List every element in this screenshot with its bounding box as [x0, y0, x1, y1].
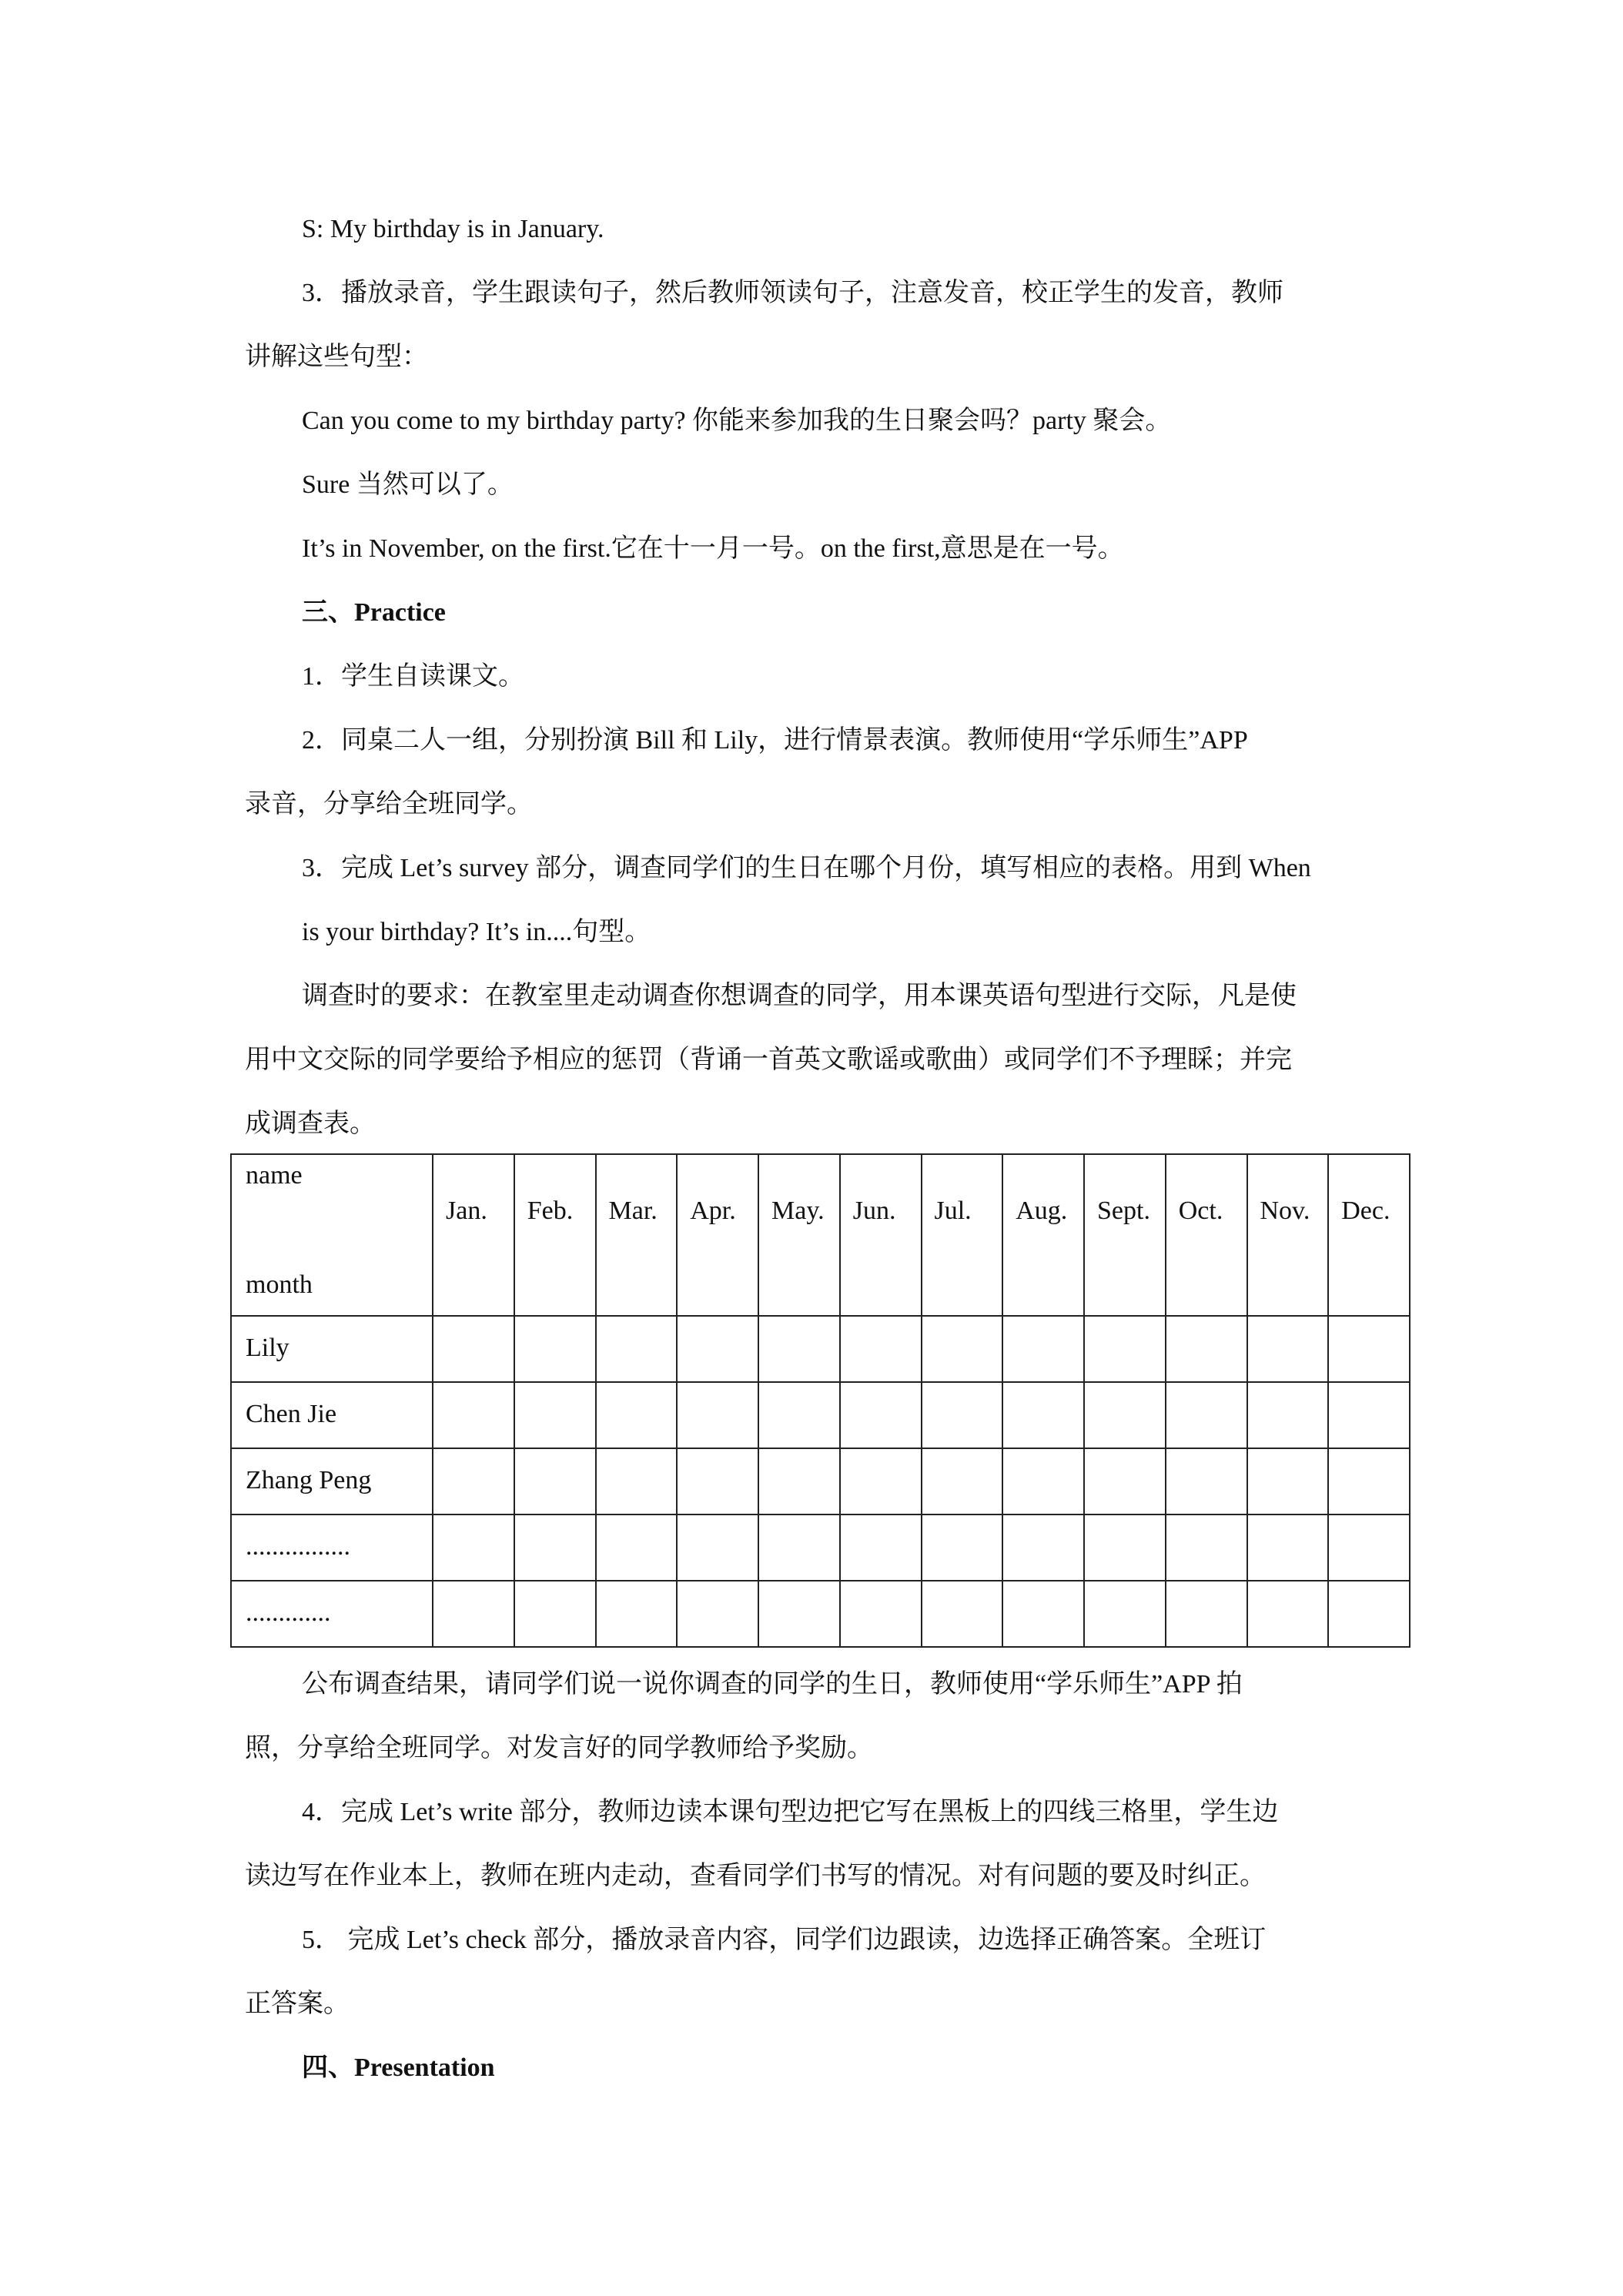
blank-cell	[596, 1514, 678, 1581]
blank-cell	[1247, 1316, 1329, 1382]
blank-cell	[514, 1514, 596, 1581]
paragraph-survey-results: 公布调查结果，请同学们说一说你调查的同学的生日，教师使用“学乐师生”APP 拍	[302, 1670, 1243, 1699]
blank-cell	[758, 1514, 840, 1581]
blank-cell	[677, 1581, 758, 1647]
blank-cell	[922, 1581, 1003, 1647]
table-row	[231, 1448, 1410, 1514]
blank-cell	[1328, 1448, 1410, 1514]
blank-cell	[840, 1316, 922, 1382]
table-header-row	[231, 1154, 1410, 1316]
blank-cell	[433, 1514, 514, 1581]
blank-cell	[922, 1316, 1003, 1382]
month-header: Sept.	[1084, 1154, 1166, 1316]
blank-cell	[1002, 1316, 1084, 1382]
month-header: Dec.	[1328, 1154, 1410, 1316]
blank-cell	[1166, 1316, 1247, 1382]
blank-cell	[1247, 1514, 1329, 1581]
paragraph-practice-1: 1．学生自读课文。	[302, 662, 524, 691]
blank-cell	[758, 1382, 840, 1448]
month-header: Nov.	[1247, 1154, 1329, 1316]
paragraph-sentence-party: Can you come to my birthday party? 你能来参加我的生日聚会吗？party 聚会。	[302, 407, 1172, 435]
month-header: May.	[758, 1154, 840, 1316]
blank-cell	[1084, 1514, 1166, 1581]
blank-cell	[596, 1316, 678, 1382]
blank-cell	[1084, 1581, 1166, 1647]
paragraph-practice-5: 5． 完成 Let’s check 部分，播放录音内容，同学们边跟读，边选择正确答案。全班订	[302, 1926, 1267, 1954]
row-name-cell: Chen Jie	[231, 1382, 433, 1448]
blank-cell	[1328, 1382, 1410, 1448]
blank-cell	[1084, 1316, 1166, 1382]
blank-cell	[1084, 1382, 1166, 1448]
paragraph-survey-requirements: 调查时的要求：在教室里走动调查你想调查的同学，用本课英语句型进行交际，凡是使	[302, 982, 1297, 1010]
section-heading-practice: 三、Practice	[302, 598, 446, 627]
blank-cell	[1328, 1581, 1410, 1647]
blank-cell	[1002, 1581, 1084, 1647]
paragraph-practice-4-cont: 读边写在作业本上，教师在班内走动，查看同学们书写的情况。对有问题的要及时纠正。	[245, 1862, 1266, 1890]
paragraph-practice-4: 4．完成 Let’s write 部分，教师边读本课句型边把它写在黑板上的四线三格里，学生边	[302, 1798, 1279, 1826]
blank-cell	[514, 1448, 596, 1514]
blank-cell	[1166, 1581, 1247, 1647]
paragraph-survey-requirements-end: 成调查表。	[245, 1110, 376, 1138]
month-header: Mar.	[596, 1154, 678, 1316]
paragraph-step-3-cont: 讲解这些句型：	[245, 343, 428, 371]
blank-cell	[1002, 1448, 1084, 1514]
paragraph-practice-3: 3．完成 Let’s survey 部分，调查同学们的生日在哪个月份，填写相应的表格。用到 When	[302, 854, 1311, 882]
paragraph-step-3: 3．播放录音，学生跟读句子，然后教师领读句子，注意发音，校正学生的发音，教师	[302, 279, 1283, 307]
blank-cell	[840, 1514, 922, 1581]
month-header: Apr.	[677, 1154, 758, 1316]
month-header: Oct.	[1166, 1154, 1247, 1316]
paragraph-practice-5-cont: 正答案。	[245, 1990, 350, 2018]
blank-cell	[596, 1382, 678, 1448]
month-header: Jan.	[433, 1154, 514, 1316]
row-name-cell: Zhang Peng	[231, 1448, 433, 1514]
table-row	[231, 1316, 1410, 1382]
blank-cell	[1002, 1382, 1084, 1448]
paragraph-sentence-sure: Sure 当然可以了。	[302, 470, 514, 499]
blank-cell	[1002, 1514, 1084, 1581]
blank-cell	[758, 1581, 840, 1647]
blank-cell	[922, 1448, 1003, 1514]
blank-cell	[433, 1316, 514, 1382]
blank-cell	[1166, 1514, 1247, 1581]
corner-label-month: month	[246, 1270, 313, 1299]
blank-cell	[922, 1382, 1003, 1448]
paragraph-survey-requirements-cont: 用中文交际的同学要给予相应的惩罚（背诵一首英文歌谣或歌曲）或同学们不予理睬；并完	[245, 1046, 1292, 1074]
paragraph-sentence-november: It’s in November, on the first.它在十一月一号。on the first,意思是在一号。	[302, 534, 1124, 563]
month-header: Jun.	[840, 1154, 922, 1316]
blank-cell	[596, 1581, 678, 1647]
blank-cell	[758, 1448, 840, 1514]
section-heading-presentation: 四、Presentation	[302, 2053, 495, 2082]
survey-table	[230, 1153, 1411, 1648]
blank-cell	[433, 1382, 514, 1448]
blank-cell	[1166, 1382, 1247, 1448]
blank-cell	[840, 1382, 922, 1448]
blank-cell	[677, 1448, 758, 1514]
blank-cell	[514, 1382, 596, 1448]
blank-cell	[596, 1448, 678, 1514]
paragraph-survey-results-cont: 照，分享给全班同学。对发言好的同学教师给予奖励。	[245, 1734, 873, 1762]
blank-cell	[922, 1514, 1003, 1581]
blank-cell	[677, 1514, 758, 1581]
table-row	[231, 1581, 1410, 1647]
blank-cell	[1328, 1514, 1410, 1581]
corner-cell	[231, 1154, 433, 1316]
row-name-cell: .............	[231, 1581, 433, 1647]
blank-cell	[840, 1448, 922, 1514]
month-header: Aug.	[1002, 1154, 1084, 1316]
row-name-cell: Lily	[231, 1316, 433, 1382]
blank-cell	[1084, 1448, 1166, 1514]
blank-cell	[1247, 1581, 1329, 1647]
blank-cell	[1247, 1382, 1329, 1448]
blank-cell	[514, 1316, 596, 1382]
blank-cell	[433, 1581, 514, 1647]
table-row	[231, 1514, 1410, 1581]
blank-cell	[1166, 1448, 1247, 1514]
blank-cell	[433, 1448, 514, 1514]
blank-cell	[1328, 1316, 1410, 1382]
blank-cell	[840, 1581, 922, 1647]
table-row	[231, 1382, 1410, 1448]
blank-cell	[1247, 1448, 1329, 1514]
paragraph-practice-2-cont: 录音，分享给全班同学。	[245, 790, 533, 818]
paragraph-practice-3-cont: is your birthday? It’s in....句型。	[302, 918, 651, 946]
paragraph-practice-2: 2．同桌二人一组，分别扮演 Bill 和 Lily，进行情景表演。教师使用“学乐师生”APP	[302, 726, 1248, 755]
blank-cell	[677, 1382, 758, 1448]
blank-cell	[758, 1316, 840, 1382]
month-header: Jul.	[922, 1154, 1003, 1316]
corner-label-name: name	[246, 1161, 303, 1190]
blank-cell	[677, 1316, 758, 1382]
blank-cell	[514, 1581, 596, 1647]
row-name-cell: ................	[231, 1514, 433, 1581]
paragraph-example-answer: S: My birthday is in January.	[302, 215, 604, 243]
month-header: Feb.	[514, 1154, 596, 1316]
